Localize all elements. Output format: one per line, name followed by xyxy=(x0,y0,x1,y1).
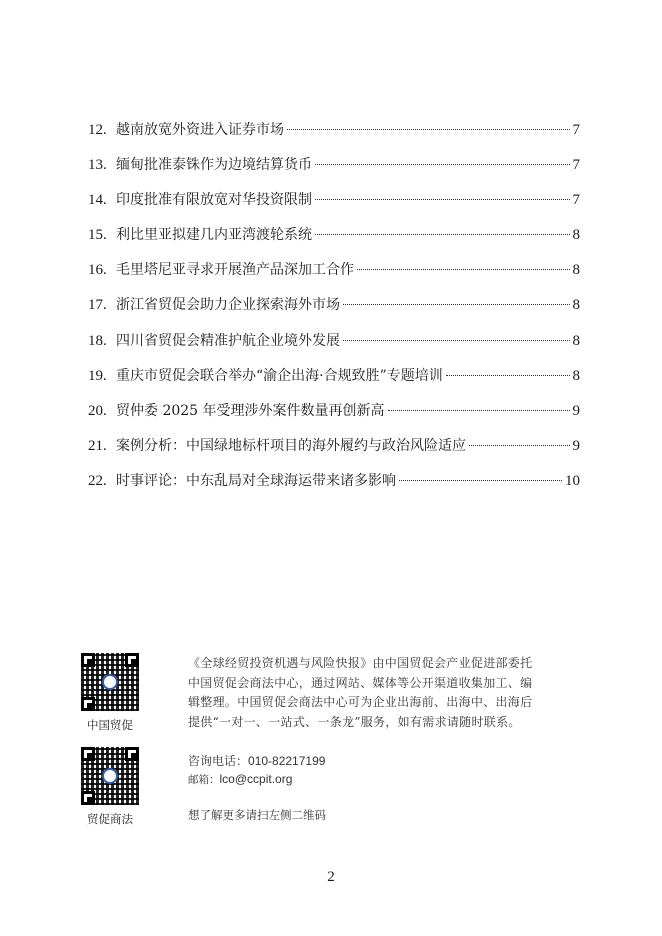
qr-logo-icon xyxy=(102,674,118,690)
phone-row xyxy=(188,752,578,770)
table-of-contents xyxy=(88,120,580,506)
toc-title: 贸仲委 2025 年受理涉外案件数量再创新高 xyxy=(116,402,385,419)
toc-page: 8 xyxy=(572,227,580,244)
toc-entry[interactable] xyxy=(88,225,580,260)
description xyxy=(188,654,578,732)
page-number: 2 xyxy=(327,869,335,885)
email-label: 邮箱： xyxy=(188,774,220,786)
toc-number: 13. xyxy=(88,157,107,174)
toc-page: 9 xyxy=(572,402,580,419)
toc-leader-dots xyxy=(399,480,562,481)
toc-entry[interactable] xyxy=(88,436,580,471)
toc-title: 毛里塔尼亚寻求开展渔产品深加工合作 xyxy=(116,262,354,279)
toc-title: 时事评论：中东乱局对全球海运带来诸多影响 xyxy=(116,472,396,489)
toc-leader-dots xyxy=(388,410,570,411)
qr-label: 中国贸促 xyxy=(87,718,133,732)
qr-code-icon[interactable] xyxy=(81,653,139,711)
qr-code-icon[interactable] xyxy=(81,747,139,805)
toc-entry[interactable] xyxy=(88,295,580,330)
toc-page: 8 xyxy=(572,367,580,384)
toc-entry[interactable] xyxy=(88,260,580,295)
toc-entry[interactable] xyxy=(88,331,580,366)
toc-page: 8 xyxy=(572,332,580,349)
toc-leader-dots xyxy=(287,129,570,130)
toc-number: 21. xyxy=(88,437,107,454)
description-line: 提供“一对一、一站式、一条龙”服务，如有需求请随时联系。 xyxy=(188,714,521,729)
toc-number: 14. xyxy=(88,192,107,209)
toc-number: 20. xyxy=(88,402,107,419)
toc-title: 利比里亚拟建几内亚湾渡轮系统 xyxy=(116,227,312,244)
toc-entry[interactable] xyxy=(88,190,580,225)
toc-number: 19. xyxy=(88,367,107,384)
toc-leader-dots xyxy=(315,164,570,165)
toc-title: 缅甸批准泰铢作为边境结算货币 xyxy=(116,157,312,174)
info-block xyxy=(188,654,578,823)
toc-number: 22. xyxy=(88,472,107,489)
toc-number: 17. xyxy=(88,297,107,314)
toc-leader-dots xyxy=(357,269,570,270)
toc-leader-dots xyxy=(343,340,570,341)
toc-page: 10 xyxy=(565,472,580,489)
toc-number: 18. xyxy=(88,332,107,349)
description-line: 辑整理。中国贸促会商法中心可为企业出海前、出海中、出海后 xyxy=(188,695,533,709)
toc-title: 重庆市贸促会联合举办“渝企出海·合规致胜”专题培训 xyxy=(116,367,443,384)
toc-entry[interactable] xyxy=(88,366,580,401)
scan-hint: 想了解更多请扫左侧二维码 xyxy=(188,808,326,822)
toc-page: 7 xyxy=(572,192,580,209)
toc-leader-dots xyxy=(469,445,570,446)
qr-block-ccpit xyxy=(80,653,140,733)
toc-page: 9 xyxy=(572,437,580,454)
toc-entry[interactable] xyxy=(88,155,580,190)
toc-page: 8 xyxy=(572,297,580,314)
qr-finder-marker xyxy=(125,747,139,761)
qr-block-law xyxy=(80,747,140,827)
toc-leader-dots xyxy=(446,375,570,376)
qr-label: 贸促商法 xyxy=(87,812,133,826)
toc-title: 案例分析：中国绿地标杆项目的海外履约与政治风险适应 xyxy=(116,437,466,454)
phone-label: 咨询电话： xyxy=(188,754,249,768)
toc-title: 浙江省贸促会助力企业探索海外市场 xyxy=(116,297,340,314)
toc-leader-dots xyxy=(315,234,570,235)
toc-leader-dots xyxy=(343,304,570,305)
toc-number: 16. xyxy=(88,262,107,279)
qr-codes xyxy=(80,653,140,827)
qr-finder-marker xyxy=(125,653,139,667)
toc-number: 12. xyxy=(88,122,107,138)
toc-number: 15. xyxy=(88,227,107,244)
toc-title: 四川省贸促会精准护航企业境外发展 xyxy=(116,332,340,349)
toc-title: 越南放宽外资进入证券市场 xyxy=(116,122,284,138)
qr-logo-icon xyxy=(102,768,118,784)
qr-finder-marker xyxy=(81,653,95,667)
contact-info xyxy=(188,752,578,789)
toc-leader-dots xyxy=(315,199,570,200)
toc-entry[interactable] xyxy=(88,401,580,436)
phone-number[interactable]: 010-82217199 xyxy=(248,754,326,768)
qr-finder-marker xyxy=(81,697,95,711)
description-line: 《全球经贸投资机遇与风险快报》由中国贸促会产业促进部委托 xyxy=(188,656,533,670)
qr-finder-marker xyxy=(81,791,95,805)
toc-page: 7 xyxy=(572,157,580,174)
toc-entry[interactable] xyxy=(88,471,580,506)
toc-entry[interactable] xyxy=(88,120,580,155)
email-row xyxy=(188,770,578,789)
description-line: 中国贸促会商法中心，通过网站、媒体等公开渠道收集加工、编 xyxy=(188,675,533,690)
qr-finder-marker xyxy=(81,747,95,761)
toc-title: 印度批准有限放宽对华投资限制 xyxy=(116,192,312,209)
toc-page: 8 xyxy=(572,262,580,279)
email-address[interactable]: lco@ccpit.org xyxy=(219,772,293,786)
toc-page: 7 xyxy=(572,122,580,138)
